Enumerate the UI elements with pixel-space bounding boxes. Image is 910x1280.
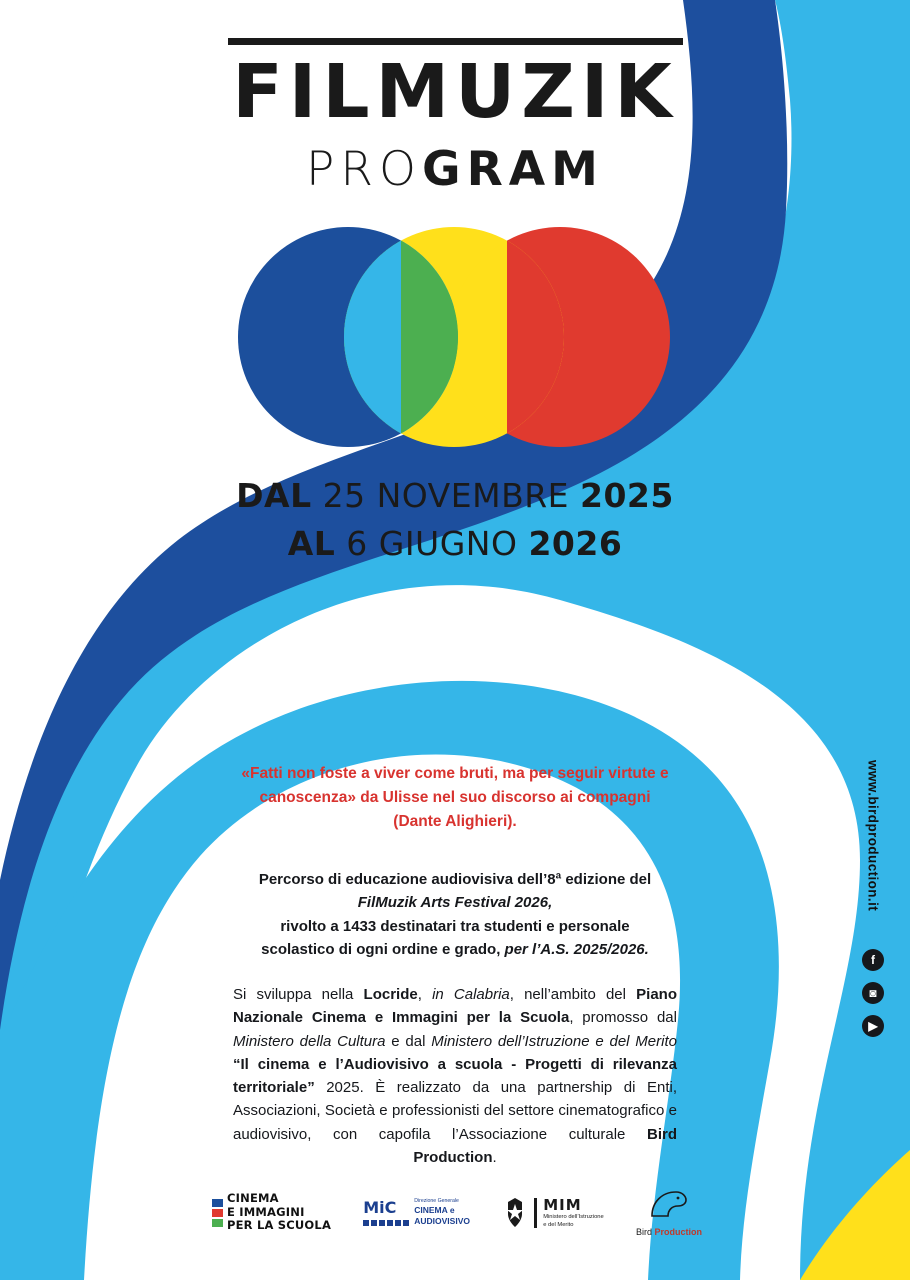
description-paragraph-1: [233, 868, 677, 961]
mim-line-1: Ministero dell’Istruzione: [543, 1213, 604, 1220]
event-dates: [0, 472, 910, 568]
p1-line-4a: scolastico di ogni ordine e grado,: [261, 940, 501, 958]
subtitle-light: PRO: [306, 142, 423, 198]
logo-ministero-istruzione-merito: [502, 1196, 604, 1230]
date-to: [0, 520, 910, 568]
mic-dots-icon: [363, 1220, 409, 1226]
title-divider: [228, 38, 683, 45]
instagram-icon[interactable]: ◙: [862, 982, 884, 1004]
cinema-logo-text: [227, 1192, 331, 1233]
date-to-label: AL: [287, 523, 336, 563]
logo-cinema-immagini-scuola: [212, 1192, 331, 1233]
cinema-logo-line-1: CINEMA: [227, 1191, 279, 1206]
date-from-year: 2025: [580, 476, 674, 515]
mic-word: MiC: [363, 1198, 397, 1218]
mim-word: MIM: [543, 1195, 582, 1214]
page-subtitle: [0, 142, 910, 197]
description-paragraph-2: Si sviluppa nella Locride, in Calabria, nell’ambito del Piano Nazionale Cinema e Immagini per la Scuola, promosso dal Ministero della Cultura e dal Ministero dell’Istruzione e del Merito “Il cinema e l’Audiovisivo a scuola - Progetti di rilevanza territoriale” 2025. È realizzato da una partnership di Enti, Associazioni, Società e professionisti del settore cinematografico e audiovisivo, con capofila l’Associazione culturale Bird Production.: [233, 986, 677, 1166]
cinema-logo-line-3: PER LA SCUOLA: [227, 1218, 332, 1233]
bird-wordmark: [636, 1227, 702, 1237]
poster-header: [0, 38, 910, 197]
bird-name-1: Bird: [635, 1227, 655, 1237]
mic-line-1: Direzione Generale: [414, 1197, 459, 1204]
p1-line-1: Percorso di educazione audiovisiva dell’8ª edizione del: [258, 871, 652, 888]
date-from: [0, 472, 910, 520]
website-url[interactable]: www.birdproduction.it: [865, 760, 881, 912]
page-title: FILMUZIK: [232, 49, 678, 135]
mim-divider: [534, 1198, 537, 1228]
date-from-label: DAL: [236, 476, 312, 515]
date-from-value: 25 NOVEMBRE: [322, 476, 569, 515]
p1-line-4b: per l’A.S. 2025/2026.: [504, 940, 649, 958]
mim-line-2: e del Merito: [543, 1221, 574, 1228]
p1-line-2: FilMuzik Arts Festival 2026,: [357, 894, 553, 912]
bird-icon: [642, 1188, 696, 1222]
right-side-rail: [854, 760, 892, 1048]
venn-diagram-logo: [238, 227, 670, 447]
dante-quote: «Fatti non foste a viver come bruti, ma per seguir virtute e canoscenza» da Ulisse nel suo discorso ai compagni (Dante Alighieri).: [241, 765, 669, 831]
mic-department-text: [414, 1198, 470, 1228]
mic-line-2: CINEMA e: [414, 1204, 455, 1215]
date-to-value: 6 GIUGNO: [346, 523, 518, 563]
cinema-logo-line-2: E IMMAGINI: [227, 1204, 305, 1219]
mic-line-3: AUDIOVISIVO: [414, 1216, 470, 1226]
emblem-repubblica-icon: [502, 1196, 528, 1230]
facebook-icon[interactable]: f: [862, 949, 884, 971]
logo-bird-production: [636, 1188, 702, 1237]
bird-name-2: Production: [654, 1227, 702, 1237]
date-to-year: 2026: [528, 523, 623, 563]
subtitle-bold: GRAM: [422, 142, 604, 198]
mim-text: [543, 1196, 604, 1229]
mic-wordmark: [363, 1198, 409, 1226]
poster-description: [233, 868, 677, 1169]
youtube-icon[interactable]: ▶: [862, 1015, 884, 1037]
logo-ministero-cultura: [363, 1198, 470, 1228]
logo-strip: [212, 1185, 702, 1240]
cinema-logo-bars-icon: [212, 1199, 223, 1227]
p1-line-3: rivolto a 1433 destinatari tra studenti e personale: [280, 917, 630, 935]
